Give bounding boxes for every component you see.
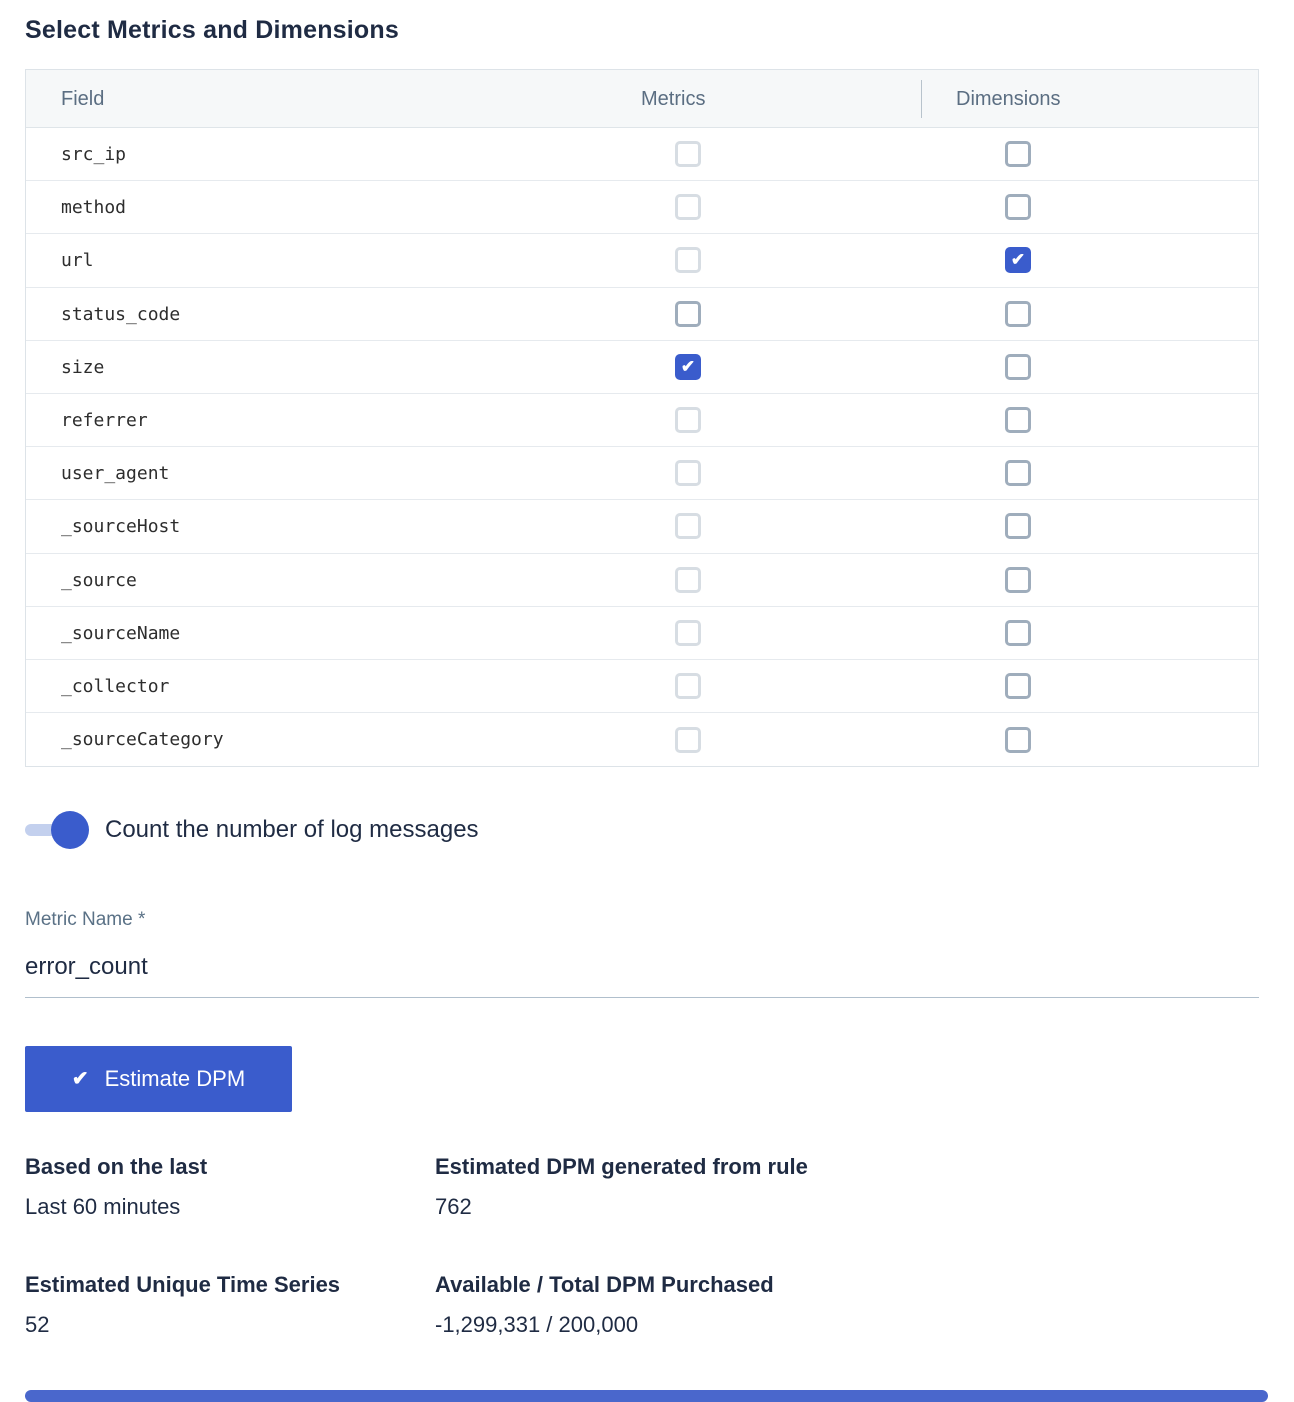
metrics-checkbox [675, 673, 701, 699]
field-table-header [26, 70, 1258, 128]
dimensions-checkbox[interactable] [1005, 567, 1031, 593]
table-row [26, 234, 1258, 287]
dimensions-checkbox[interactable] [1005, 673, 1031, 699]
horizontal-scrollbar-thumb[interactable] [25, 1390, 1268, 1402]
table-row [26, 607, 1258, 660]
header-divider [921, 80, 922, 118]
field-name: method [61, 197, 127, 219]
result-value: Last 60 minutes [25, 1194, 181, 1220]
dimensions-checkbox[interactable] [1005, 354, 1031, 380]
metrics-checkbox [675, 141, 701, 167]
metrics-checkbox [675, 407, 701, 433]
field-name: size [61, 356, 105, 378]
column-header-metrics: Metrics [641, 88, 706, 110]
metrics-checkbox [675, 194, 701, 220]
result-value: 52 [25, 1312, 50, 1338]
dimensions-checkbox[interactable] [1005, 407, 1031, 433]
dimensions-checkbox[interactable] [1005, 727, 1031, 753]
metric-name-label: Metric Name * [25, 909, 146, 931]
field-name: status_code [61, 303, 181, 325]
metrics-checkbox [675, 460, 701, 486]
estimate-results [25, 1154, 1259, 1338]
result-label: Based on the last [25, 1154, 208, 1180]
field-table [25, 69, 1259, 767]
result-based-on [25, 1154, 435, 1220]
table-row [26, 554, 1258, 607]
table-row [26, 181, 1258, 234]
result-unique-time-series [25, 1272, 435, 1338]
table-row [26, 394, 1258, 447]
metric-name-block [25, 909, 1259, 998]
result-label: Available / Total DPM Purchased [435, 1272, 774, 1298]
column-header-field: Field [61, 88, 105, 110]
result-label: Estimated Unique Time Series [25, 1272, 341, 1298]
field-name: _sourceHost [61, 516, 181, 538]
field-name: user_agent [61, 463, 170, 485]
metrics-checkbox[interactable] [675, 354, 701, 380]
dimensions-checkbox[interactable] [1005, 513, 1031, 539]
result-label: Estimated DPM generated from rule [435, 1154, 808, 1180]
result-value: -1,299,331 / 200,000 [435, 1312, 639, 1338]
field-name: _collector [61, 675, 170, 697]
dimensions-checkbox[interactable] [1005, 247, 1031, 273]
metrics-checkbox [675, 247, 701, 273]
estimate-dpm-button-label: Estimate DPM [104, 1066, 246, 1092]
count-log-messages-toggle[interactable] [25, 811, 89, 849]
table-row [26, 341, 1258, 394]
field-name: _sourceName [61, 622, 181, 644]
dimensions-checkbox[interactable] [1005, 194, 1031, 220]
column-header-dimensions: Dimensions [956, 88, 1061, 110]
table-row [26, 288, 1258, 341]
table-row [26, 660, 1258, 713]
field-name: referrer [61, 409, 148, 431]
toggle-label: Count the number of log messages [105, 816, 479, 844]
metrics-checkbox[interactable] [675, 301, 701, 327]
metric-name-input[interactable] [25, 953, 1259, 998]
table-row [26, 713, 1258, 766]
field-name: _source [61, 569, 137, 591]
estimate-dpm-button[interactable] [25, 1046, 292, 1112]
metrics-checkbox [675, 567, 701, 593]
result-available-dpm [435, 1272, 1259, 1338]
field-name: src_ip [61, 144, 127, 165]
field-table-body [26, 128, 1258, 766]
page-title: Select Metrics and Dimensions [25, 16, 399, 44]
table-row [26, 500, 1258, 553]
metrics-checkbox [675, 513, 701, 539]
count-log-messages-row [25, 811, 1259, 849]
dimensions-checkbox[interactable] [1005, 301, 1031, 327]
check-icon: ✔ [71, 1068, 89, 1091]
result-estimated-dpm [435, 1154, 1259, 1220]
dimensions-checkbox[interactable] [1005, 141, 1031, 167]
table-row [26, 447, 1258, 500]
metrics-checkbox [675, 727, 701, 753]
dimensions-checkbox[interactable] [1005, 460, 1031, 486]
metrics-checkbox [675, 620, 701, 646]
dimensions-checkbox[interactable] [1005, 620, 1031, 646]
toggle-knob [51, 811, 89, 849]
field-name: _sourceCategory [61, 729, 224, 751]
table-row [26, 128, 1258, 181]
result-value: 762 [435, 1194, 472, 1220]
field-name: url [61, 250, 94, 272]
